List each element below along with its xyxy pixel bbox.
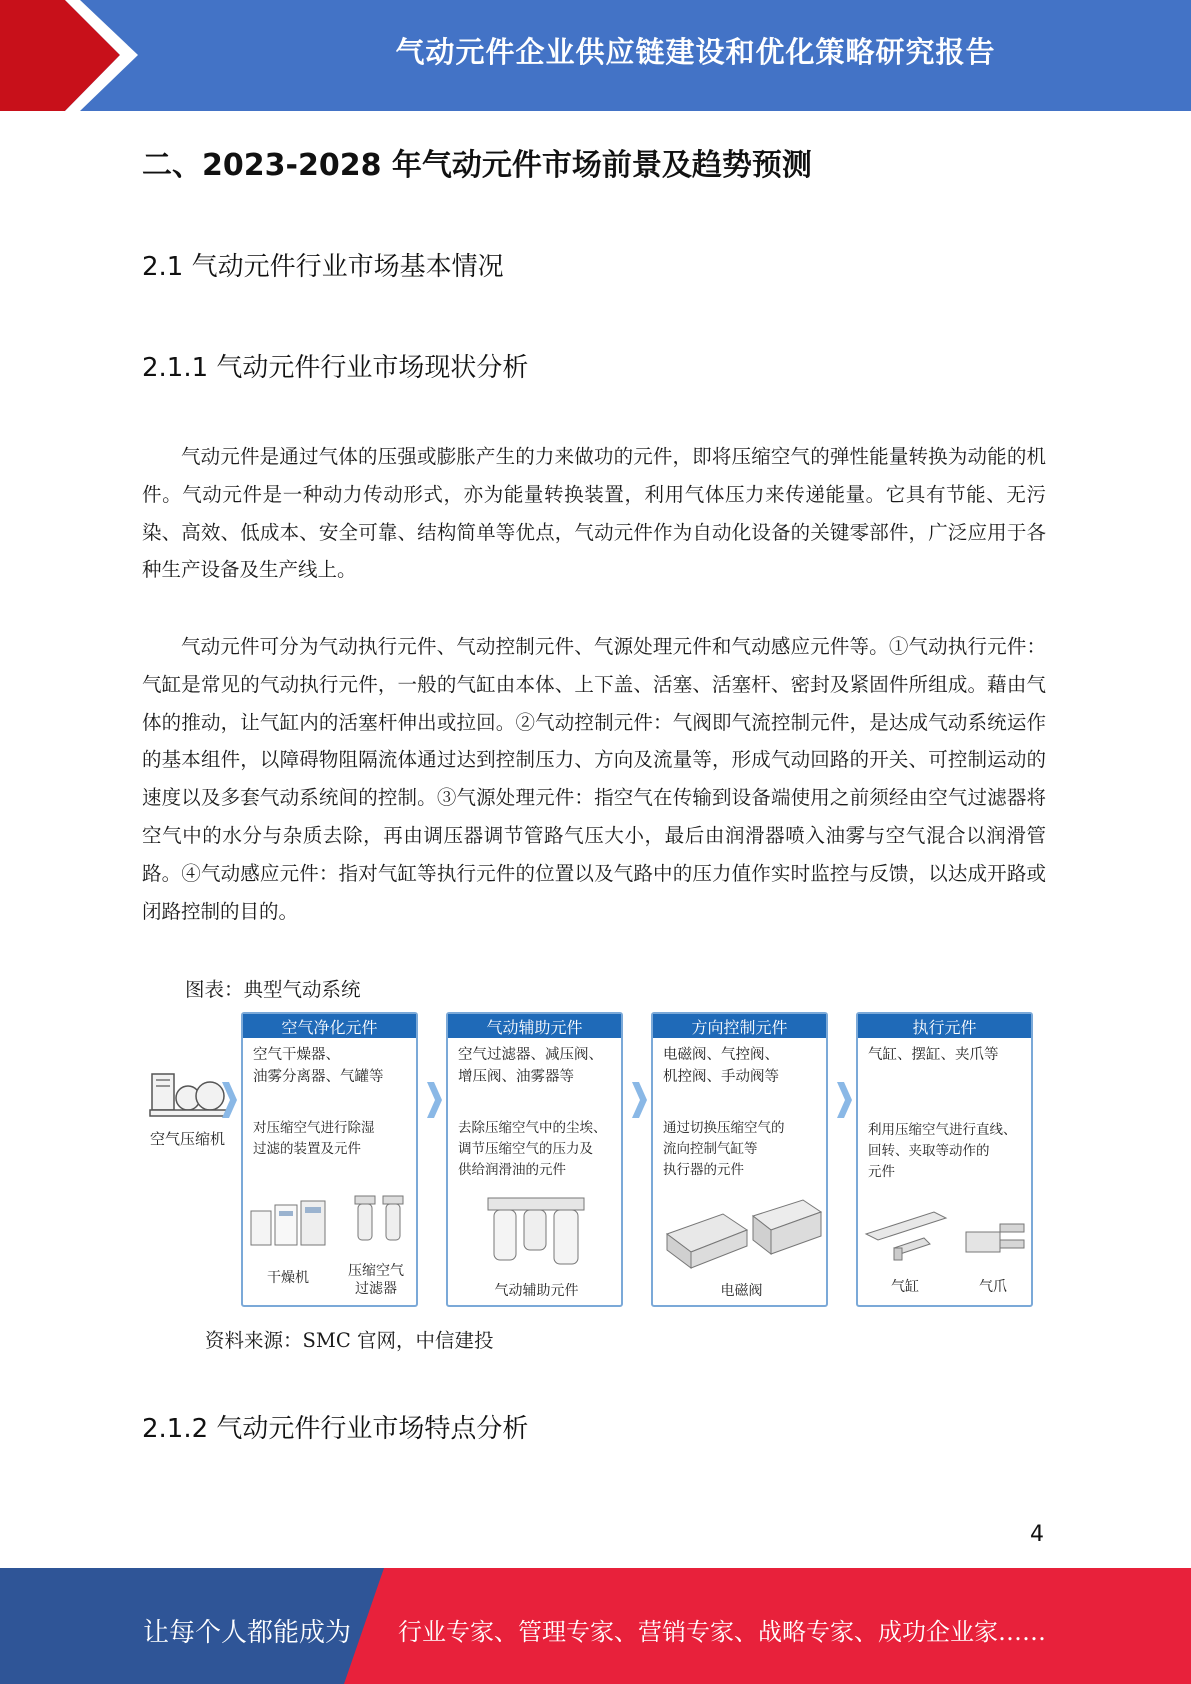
page-number: 4 bbox=[1030, 1522, 1044, 1547]
auxiliary-label: 气动辅助元件 bbox=[494, 1283, 579, 1299]
dryer-image bbox=[249, 1199, 329, 1249]
chevron-right-icon bbox=[220, 1080, 238, 1120]
paragraph-2: 气动元件可分为气动执行元件、气动控制元件、气源处理元件和气动感应元件等。①气动执行元件：气缸是常见的气动执行元件，一般的气缸由本体、上下盖、活塞、活塞杆、密封及紧固件所组成。藉由气体的推动，让气缸内的活塞杆伸出或拉回。②气动控制元件：气阀即气流控制元件，是达成气动系统运作的基本组件，以障碍物阻隔流体通过达到控制压力、方向及流量等，形成气动回路的开关、可控制运动的速度以及多套气动系统间的控制。③气源处理元件：指空气在传输到设备端使用之前须经由空气过滤器将空气中的水分与杂质去除，再由调压器调节管路气压大小，最后由润滑器喷入油雾与空气混合以润滑管路。④气动感应元件：指对气缸等执行元件的位置以及气路中的压力值作实时监控与反馈，以达成开路或闭路控制的目的。 bbox=[142, 635, 1046, 923]
box-title: 气动辅助元件 bbox=[448, 1014, 621, 1038]
subsubsection-title-1: 2.1.1 气动元件行业市场现状分析 bbox=[142, 353, 529, 383]
solenoid-valve-image bbox=[663, 1194, 823, 1274]
filter-label: 压缩空气 过滤器 bbox=[348, 1263, 404, 1297]
solenoid-label: 电磁阀 bbox=[720, 1283, 763, 1299]
header-title: 气动元件企业供应链建设和优化策略研究报告 bbox=[395, 34, 996, 69]
page-header bbox=[0, 0, 1191, 111]
box-title: 执行元件 bbox=[858, 1014, 1031, 1038]
air-compressor-label: 空气压缩机 bbox=[149, 1130, 225, 1148]
box-items: 空气干燥器、 油雾分离器、气罐等 bbox=[253, 1047, 384, 1085]
cylinder-label: 气缸 bbox=[891, 1279, 919, 1295]
cylinder-image bbox=[864, 1204, 954, 1264]
chevron-right-icon bbox=[425, 1080, 443, 1120]
chevron-right-icon bbox=[630, 1080, 648, 1120]
air-purification-box bbox=[241, 1012, 418, 1307]
air-filter-image bbox=[351, 1192, 407, 1247]
box-description: 去除压缩空气中的尘埃、 调节压缩空气的压力及 供给润滑油的元件 bbox=[458, 1120, 607, 1178]
pneumatic-system-diagram bbox=[140, 1010, 1040, 1312]
gripper-label: 气爪 bbox=[979, 1279, 1007, 1295]
box-items: 电磁阀、气控阀、 机控阀、手动阀等 bbox=[663, 1047, 779, 1085]
header-arrow-decoration bbox=[0, 0, 150, 111]
paragraph-1: 气动元件是通过气体的压强或膨胀产生的力来做功的元件，即将压缩空气的弹性能量转换为动能的机件。气动元件是一种动力传动形式，亦为能量转换装置，利用气体压力来传递能量。它具有节能、无污染、高效、低成本、安全可靠、结构简单等优点，气动元件作为自动化设备的关键零部件，广泛应用于各种生产设备及生产线上。 bbox=[142, 445, 1046, 582]
box-description: 对压缩空气进行除湿 过滤的装置及元件 bbox=[253, 1120, 375, 1157]
subsubsection-title-2: 2.1.2 气动元件行业市场特点分析 bbox=[142, 1414, 529, 1444]
subsection-title: 2.1 气动元件行业市场基本情况 bbox=[142, 252, 504, 282]
box-items: 空气过滤器、减压阀、 增压阀、油雾器等 bbox=[458, 1047, 603, 1085]
figure-source: 资料来源：SMC 官网，中信建投 bbox=[205, 1329, 494, 1352]
actuator-box bbox=[856, 1012, 1033, 1307]
dryer-label: 干燥机 bbox=[267, 1270, 309, 1286]
box-title: 方向控制元件 bbox=[653, 1014, 826, 1038]
box-items: 气缸、摆缸、夹爪等 bbox=[868, 1047, 999, 1063]
gripper-image bbox=[960, 1214, 1028, 1260]
air-compressor-icon bbox=[148, 1070, 228, 1120]
frl-unit-image bbox=[486, 1194, 586, 1274]
box-title: 空气净化元件 bbox=[243, 1014, 416, 1038]
footer-left-text: 让每个人都能成为 bbox=[143, 1618, 352, 1648]
footer-right-text: 行业专家、管理专家、营销专家、战略专家、成功企业家…… bbox=[398, 1618, 1046, 1646]
section-title: 二、2023-2028 年气动元件市场前景及趋势预测 bbox=[142, 148, 812, 183]
box-description: 通过切换压缩空气的 流向控制气缸等 执行器的元件 bbox=[663, 1120, 785, 1178]
direction-control-box bbox=[651, 1012, 828, 1307]
chevron-right-icon bbox=[835, 1080, 853, 1120]
figure-caption: 图表：典型气动系统 bbox=[185, 978, 361, 1001]
pneumatic-auxiliary-box bbox=[446, 1012, 623, 1307]
box-description: 利用压缩空气进行直线、 回转、夹取等动作的 元件 bbox=[868, 1122, 1017, 1180]
